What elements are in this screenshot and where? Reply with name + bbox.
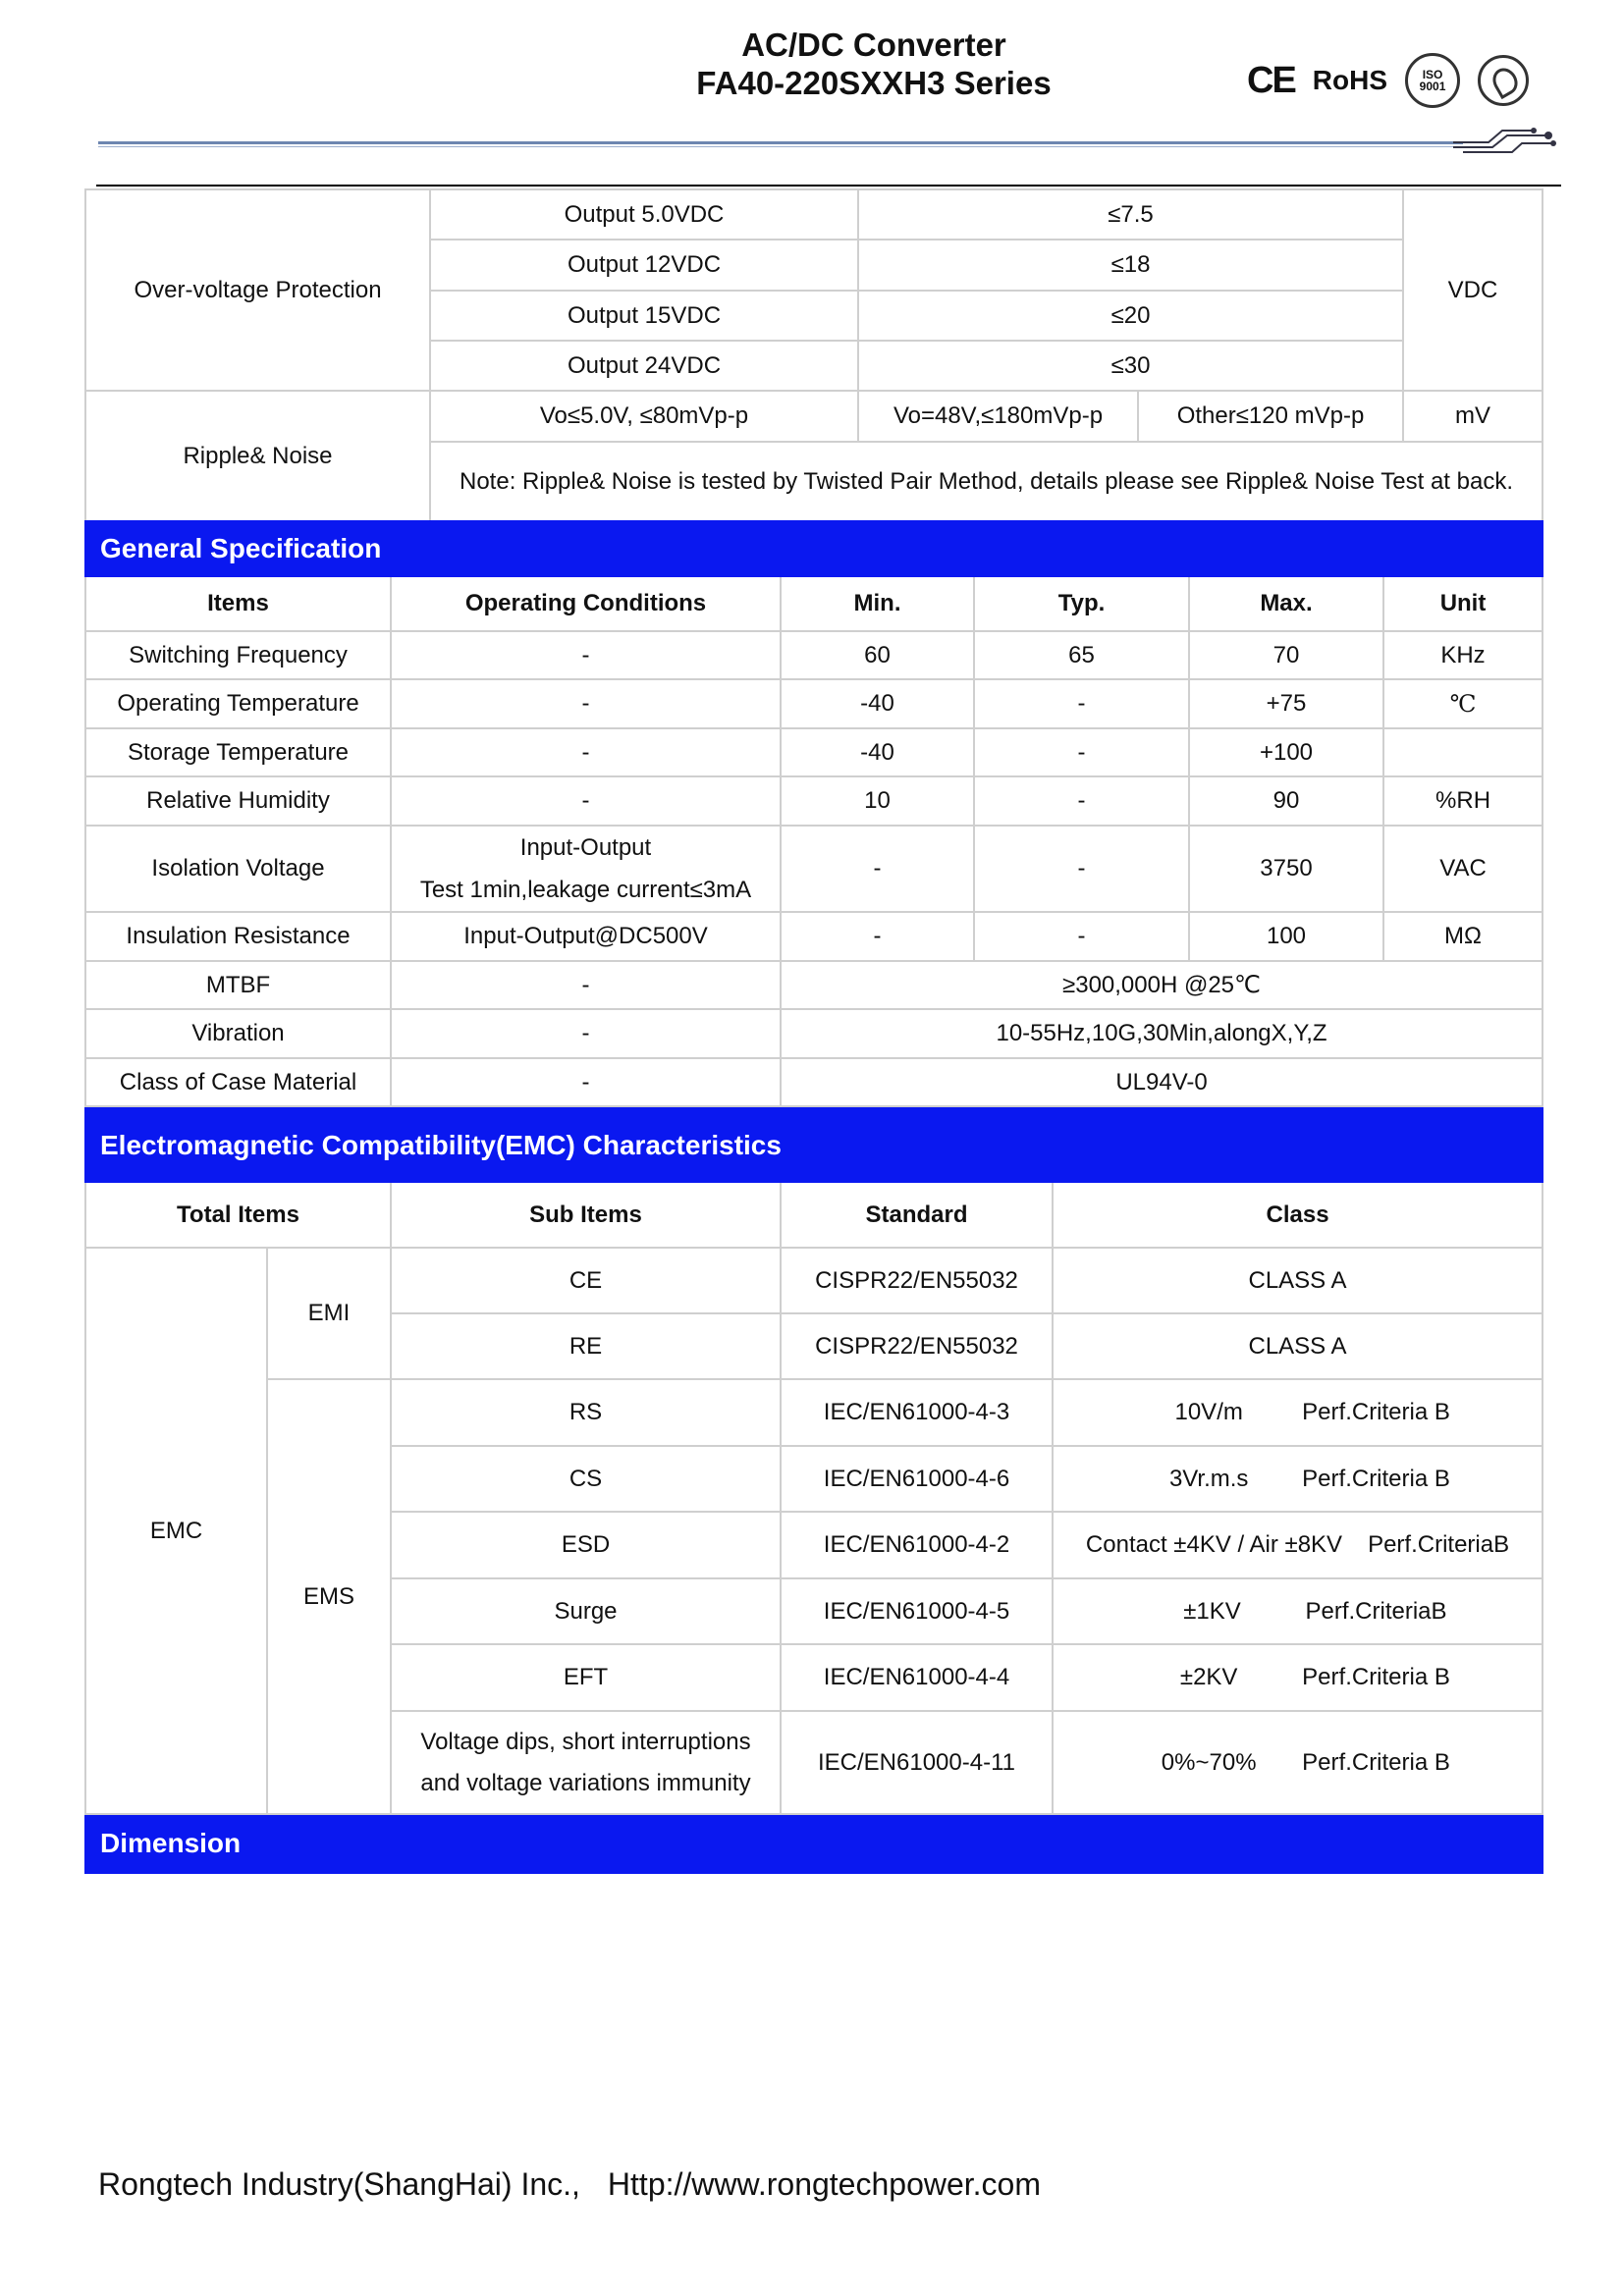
- cell: MTBF: [85, 961, 391, 1009]
- cell: [1383, 728, 1543, 776]
- cell: Storage Temperature: [85, 728, 391, 776]
- ems-label: EMS: [267, 1379, 391, 1814]
- cell: KHz: [1383, 631, 1543, 679]
- criteria: Perf.Criteria B: [1302, 1748, 1450, 1776]
- cell: ESD: [391, 1512, 781, 1578]
- isolation-cond-line2: Test 1min,leakage current≤3mA: [419, 877, 752, 903]
- general-spec-title: General Specification: [85, 521, 1543, 576]
- table-header-row: [85, 576, 1543, 631]
- cell: 10-55Hz,10G,30Min,alongX,Y,Z: [781, 1009, 1543, 1058]
- ovp-output: Output 24VDC: [430, 341, 858, 391]
- emi-label: EMI: [267, 1248, 391, 1379]
- cell: -: [781, 912, 974, 961]
- ovp-output: Output 5.0VDC: [430, 189, 858, 240]
- page-footer: [98, 2166, 1068, 2203]
- cell: -: [974, 912, 1189, 961]
- header-rule: [98, 141, 1463, 144]
- column-header: Operating Conditions: [391, 576, 781, 631]
- table-row: [85, 1058, 1543, 1106]
- ce-mark-icon: CE: [1247, 59, 1295, 101]
- table-row: [85, 776, 1543, 826]
- cell: [391, 826, 781, 912]
- cell: EFT: [391, 1644, 781, 1711]
- cell: -: [391, 776, 781, 826]
- cell: CE: [391, 1248, 781, 1313]
- cell: VAC: [1383, 826, 1543, 912]
- cell: -: [974, 728, 1189, 776]
- cell: -: [391, 961, 781, 1009]
- table-row: [85, 679, 1543, 728]
- ovp-output: Output 12VDC: [430, 240, 858, 291]
- cell: CLASS A: [1053, 1313, 1543, 1379]
- cell: ≥300,000H @25℃: [781, 961, 1543, 1009]
- criteria: Perf.Criteria B: [1302, 1399, 1450, 1425]
- emc-table: [84, 1107, 1543, 1874]
- cell: ℃: [1383, 679, 1543, 728]
- column-header: Unit: [1383, 576, 1543, 631]
- cell: -: [391, 728, 781, 776]
- table-row: [85, 912, 1543, 961]
- criteria: Perf.Criteria B: [1302, 1664, 1450, 1690]
- cell: Operating Temperature: [85, 679, 391, 728]
- ripple-label: Ripple& Noise: [85, 391, 430, 521]
- cell: IEC/EN61000-4-11: [781, 1711, 1053, 1814]
- cell: -: [974, 776, 1189, 826]
- table-row: [85, 1009, 1543, 1058]
- cell: +75: [1189, 679, 1383, 728]
- emc-total-label: EMC: [85, 1248, 267, 1814]
- cell: -: [391, 631, 781, 679]
- table-header-row: [85, 1182, 1543, 1248]
- ovp-ripple-table: [84, 188, 1543, 522]
- header-rule-thin: [98, 146, 1463, 147]
- cell: Insulation Resistance: [85, 912, 391, 961]
- cell: -: [391, 1009, 781, 1058]
- header-title-line2: FA40-220SXXH3 Series: [696, 65, 1052, 101]
- cell: -: [974, 826, 1189, 912]
- cell: [1053, 1512, 1543, 1578]
- cell: -: [781, 826, 974, 912]
- criteria: Perf.CriteriaB: [1368, 1531, 1510, 1558]
- cell: Input-Output@DC500V: [391, 912, 781, 961]
- ovp-output: Output 15VDC: [430, 291, 858, 341]
- page-top-rule: [96, 185, 1561, 187]
- cell: MΩ: [1383, 912, 1543, 961]
- class-value: ±1KV: [1183, 1597, 1241, 1625]
- table-row: [85, 391, 1543, 442]
- table-row: [85, 1379, 1543, 1446]
- cell: %RH: [1383, 776, 1543, 826]
- cell: -40: [781, 728, 974, 776]
- dips-line1: Voltage dips, short interruptions: [420, 1728, 751, 1755]
- footer-company: Rongtech Industry(ShangHai) Inc.,: [98, 2166, 580, 2202]
- column-header: Sub Items: [391, 1182, 781, 1248]
- class-value: 3Vr.m.s: [1168, 1465, 1249, 1492]
- iso-seal-icon: ISO 9001: [1405, 53, 1460, 108]
- column-header: Standard: [781, 1182, 1053, 1248]
- column-header: Class: [1053, 1182, 1543, 1248]
- cell: -: [391, 1058, 781, 1106]
- section-header: [85, 521, 1543, 576]
- column-header: Min.: [781, 576, 974, 631]
- cell: +100: [1189, 728, 1383, 776]
- cell: Surge: [391, 1578, 781, 1644]
- cell: IEC/EN61000-4-5: [781, 1578, 1053, 1644]
- emc-title: Electromagnetic Compatibility(EMC) Characteristics: [85, 1108, 1543, 1182]
- cell: [1053, 1379, 1543, 1446]
- cell: 90: [1189, 776, 1383, 826]
- footer-url: Http://www.rongtechpower.com: [607, 2166, 1041, 2202]
- cell: 70: [1189, 631, 1383, 679]
- ripple-cond-1: Vo≤5.0V, ≤80mVp-p: [430, 391, 858, 442]
- class-value: ±2KV: [1179, 1664, 1238, 1690]
- class-value: Contact ±4KV / Air ±8KV: [1085, 1531, 1343, 1558]
- ripple-note: Note: Ripple& Noise is tested by Twisted Pair Method, details please see Ripple& Noise Test at back.: [430, 442, 1543, 521]
- certification-logos: [1247, 51, 1529, 110]
- dimension-title: Dimension: [85, 1814, 1543, 1873]
- ovp-label: Over-voltage Protection: [85, 189, 430, 391]
- cell: Class of Case Material: [85, 1058, 391, 1106]
- cell: [1053, 1711, 1543, 1814]
- cell: [391, 1711, 781, 1814]
- header-title-line1: AC/DC Converter: [741, 27, 1006, 63]
- table-row: [85, 826, 1543, 912]
- ovp-value: ≤30: [858, 341, 1403, 391]
- ripple-unit: mV: [1403, 391, 1543, 442]
- circuit-trace-icon: [1453, 118, 1561, 157]
- column-header: Total Items: [85, 1182, 391, 1248]
- class-value: 0%~70%: [1161, 1748, 1257, 1776]
- criteria: Perf.Criteria B: [1302, 1465, 1450, 1492]
- cell: RS: [391, 1379, 781, 1446]
- cell: [1053, 1644, 1543, 1711]
- table-row: [85, 961, 1543, 1009]
- cell: UL94V-0: [781, 1058, 1543, 1106]
- cell: 3750: [1189, 826, 1383, 912]
- section-header: [85, 1108, 1543, 1182]
- cell: -: [391, 679, 781, 728]
- cell: CS: [391, 1446, 781, 1512]
- table-row: [85, 1248, 1543, 1313]
- cell: -: [974, 679, 1189, 728]
- cell: IEC/EN61000-4-2: [781, 1512, 1053, 1578]
- cell: CISPR22/EN55032: [781, 1313, 1053, 1379]
- ripple-cond-2: Vo=48V,≤180mVp-p: [858, 391, 1138, 442]
- section-header: [85, 1814, 1543, 1873]
- ripple-cond-3: Other≤120 mVp-p: [1138, 391, 1403, 442]
- cell: -40: [781, 679, 974, 728]
- dips-line2: and voltage variations immunity: [420, 1769, 751, 1796]
- class-value: 10V/m: [1174, 1399, 1243, 1425]
- ovp-unit: VDC: [1403, 189, 1543, 391]
- cell: Relative Humidity: [85, 776, 391, 826]
- cell: [1053, 1446, 1543, 1512]
- table-row: [85, 631, 1543, 679]
- criteria: Perf.CriteriaB: [1305, 1597, 1447, 1625]
- rohs-mark-icon: RoHS: [1312, 65, 1388, 95]
- ovp-value: ≤20: [858, 291, 1403, 341]
- ovp-value: ≤18: [858, 240, 1403, 291]
- column-header: Typ.: [974, 576, 1189, 631]
- cell: CLASS A: [1053, 1248, 1543, 1313]
- cell: 100: [1189, 912, 1383, 961]
- cell: IEC/EN61000-4-3: [781, 1379, 1053, 1446]
- table-row: [85, 189, 1543, 240]
- cell: Switching Frequency: [85, 631, 391, 679]
- cell: [1053, 1578, 1543, 1644]
- table-row: [85, 728, 1543, 776]
- cell: CISPR22/EN55032: [781, 1248, 1053, 1313]
- ovp-value: ≤7.5: [858, 189, 1403, 240]
- cell: Isolation Voltage: [85, 826, 391, 912]
- cell: 65: [974, 631, 1189, 679]
- isolation-cond-line1: Input-Output: [519, 834, 652, 861]
- cell: 60: [781, 631, 974, 679]
- cell: 10: [781, 776, 974, 826]
- cell: Vibration: [85, 1009, 391, 1058]
- cell: RE: [391, 1313, 781, 1379]
- cell: IEC/EN61000-4-6: [781, 1446, 1053, 1512]
- column-header: Items: [85, 576, 391, 631]
- general-spec-table: [84, 520, 1543, 1107]
- column-header: Max.: [1189, 576, 1383, 631]
- cell: IEC/EN61000-4-4: [781, 1644, 1053, 1711]
- cert-seal-icon: [1478, 55, 1529, 106]
